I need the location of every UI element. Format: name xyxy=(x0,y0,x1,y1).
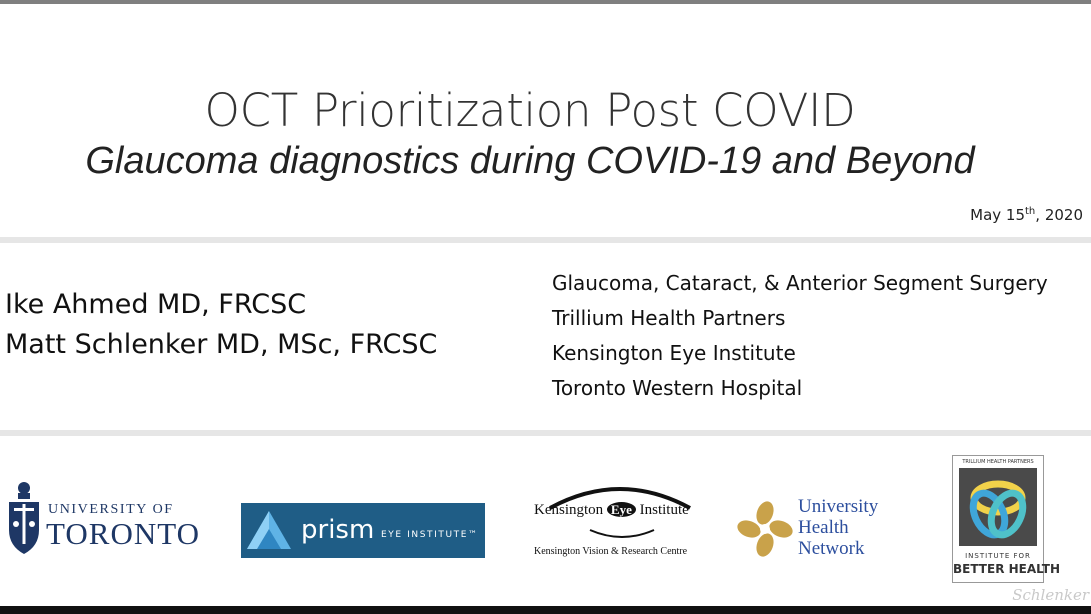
date-prefix: May 15 xyxy=(970,206,1026,224)
ibh-line2: BETTER HEALTH xyxy=(953,562,1061,576)
slide-title: OCT Prioritization Post COVID xyxy=(204,84,856,137)
bottom-border xyxy=(0,606,1091,614)
petal-icon xyxy=(736,500,794,558)
kensington-logo xyxy=(530,478,710,562)
crest-icon xyxy=(6,480,42,556)
uhn-line: Network xyxy=(798,538,865,559)
trillium-knot-icon xyxy=(959,468,1037,546)
prism-subtitle: EYE INSTITUTE™ xyxy=(381,530,479,540)
uhn-logo xyxy=(736,496,896,562)
ibh-header: TRILLIUM HEALTH PARTNERS xyxy=(962,459,1034,465)
date-ordinal: th xyxy=(1025,206,1036,217)
ibh-artwork xyxy=(959,468,1037,546)
affiliation: Kensington Eye Institute xyxy=(552,341,796,365)
kensington-wordmark xyxy=(534,502,689,519)
ibh-logo xyxy=(952,455,1061,583)
kensington-before: Kensington xyxy=(534,502,604,518)
prism-wordmark: prism xyxy=(301,515,375,545)
signature-watermark: Schlenker xyxy=(1012,586,1089,604)
author-name: Ike Ahmed MD, FRCSC xyxy=(5,289,307,320)
author-name: Matt Schlenker MD, MSc, FRCSC xyxy=(5,329,438,360)
affiliation: Trillium Health Partners xyxy=(552,306,786,330)
prism-triangle-icon xyxy=(245,509,293,553)
affiliation-list xyxy=(552,266,1048,406)
affiliation: Glaucoma, Cataract, & Anterior Segment Surgery xyxy=(552,271,1048,295)
kensington-eye: Eye xyxy=(607,502,636,517)
kensington-subtitle: Kensington Vision & Research Centre xyxy=(534,546,688,557)
author-list xyxy=(5,285,437,365)
affiliation: Toronto Western Hospital xyxy=(552,376,803,400)
uoft-line1: UNIVERSITY OF xyxy=(48,502,174,517)
top-border xyxy=(0,0,1091,4)
date-suffix: , 2020 xyxy=(1035,206,1083,224)
uhn-line: University xyxy=(798,496,879,517)
kensington-after: Institute xyxy=(639,502,689,518)
divider-band-top xyxy=(0,237,1091,243)
uhn-wordmark xyxy=(798,496,878,559)
uhn-line: Health xyxy=(798,517,849,538)
ibh-line1: INSTITUTE FOR xyxy=(965,552,1031,560)
presentation-date xyxy=(970,206,1083,224)
prism-logo xyxy=(241,503,485,558)
uoft-logo xyxy=(6,480,216,558)
divider-band-bottom xyxy=(0,430,1091,436)
slide-subtitle: Glaucoma diagnostics during COVID-19 and Beyond xyxy=(85,140,975,182)
uoft-line2: TORONTO xyxy=(46,516,200,551)
